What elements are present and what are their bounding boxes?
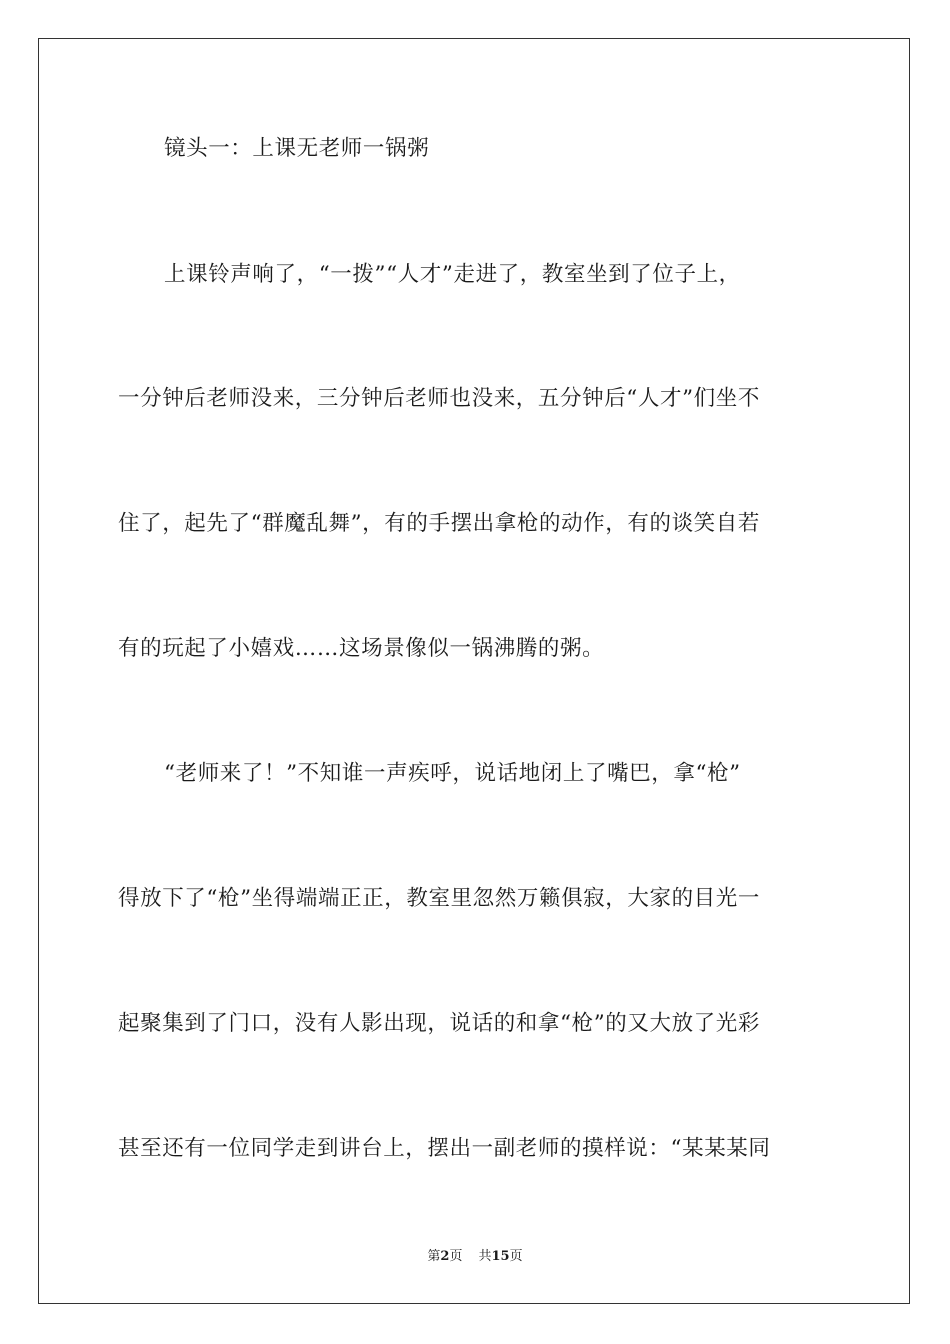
paragraph-line: “老师来了！”不知谁一声疾呼，说话地闭上了嘴巴，拿“枪”: [164, 761, 741, 786]
page-suffix: 页: [449, 1249, 463, 1264]
paragraph-line: 一分钟后老师没来，三分钟后老师也没来，五分钟后“人才”们坐不: [118, 386, 760, 411]
paragraph-line: 得放下了“枪”坐得端端正正，教室里忽然万籁俱寂，大家的目光一: [118, 886, 760, 911]
paragraph-line: 有的玩起了小嬉戏……这场景像似一锅沸腾的粥。: [118, 636, 605, 661]
total-pages: 15: [491, 1249, 510, 1264]
total-prefix: 共: [478, 1249, 492, 1264]
paragraph-line: 起聚集到了门口，没有人影出现，说话的和拿“枪”的又大放了光彩: [118, 1011, 760, 1036]
paragraph-line: 甚至还有一位同学走到讲台上，摆出一副老师的摸样说：“某某某同: [118, 1136, 771, 1161]
total-suffix: 页: [509, 1249, 523, 1264]
section-heading: 镜头一：上课无老师一锅粥: [164, 136, 430, 161]
page-number: 2: [440, 1249, 450, 1264]
page-prefix: 第: [427, 1249, 441, 1264]
paragraph-line: 上课铃声响了，“一拨”“人才”走进了，教室坐到了位子上，: [164, 262, 741, 287]
page-border: [38, 38, 910, 1304]
paragraph-line: 住了，起先了“群魔乱舞”，有的手摆出拿枪的动作，有的谈笑自若: [118, 511, 760, 536]
page-footer: [0, 1248, 950, 1266]
